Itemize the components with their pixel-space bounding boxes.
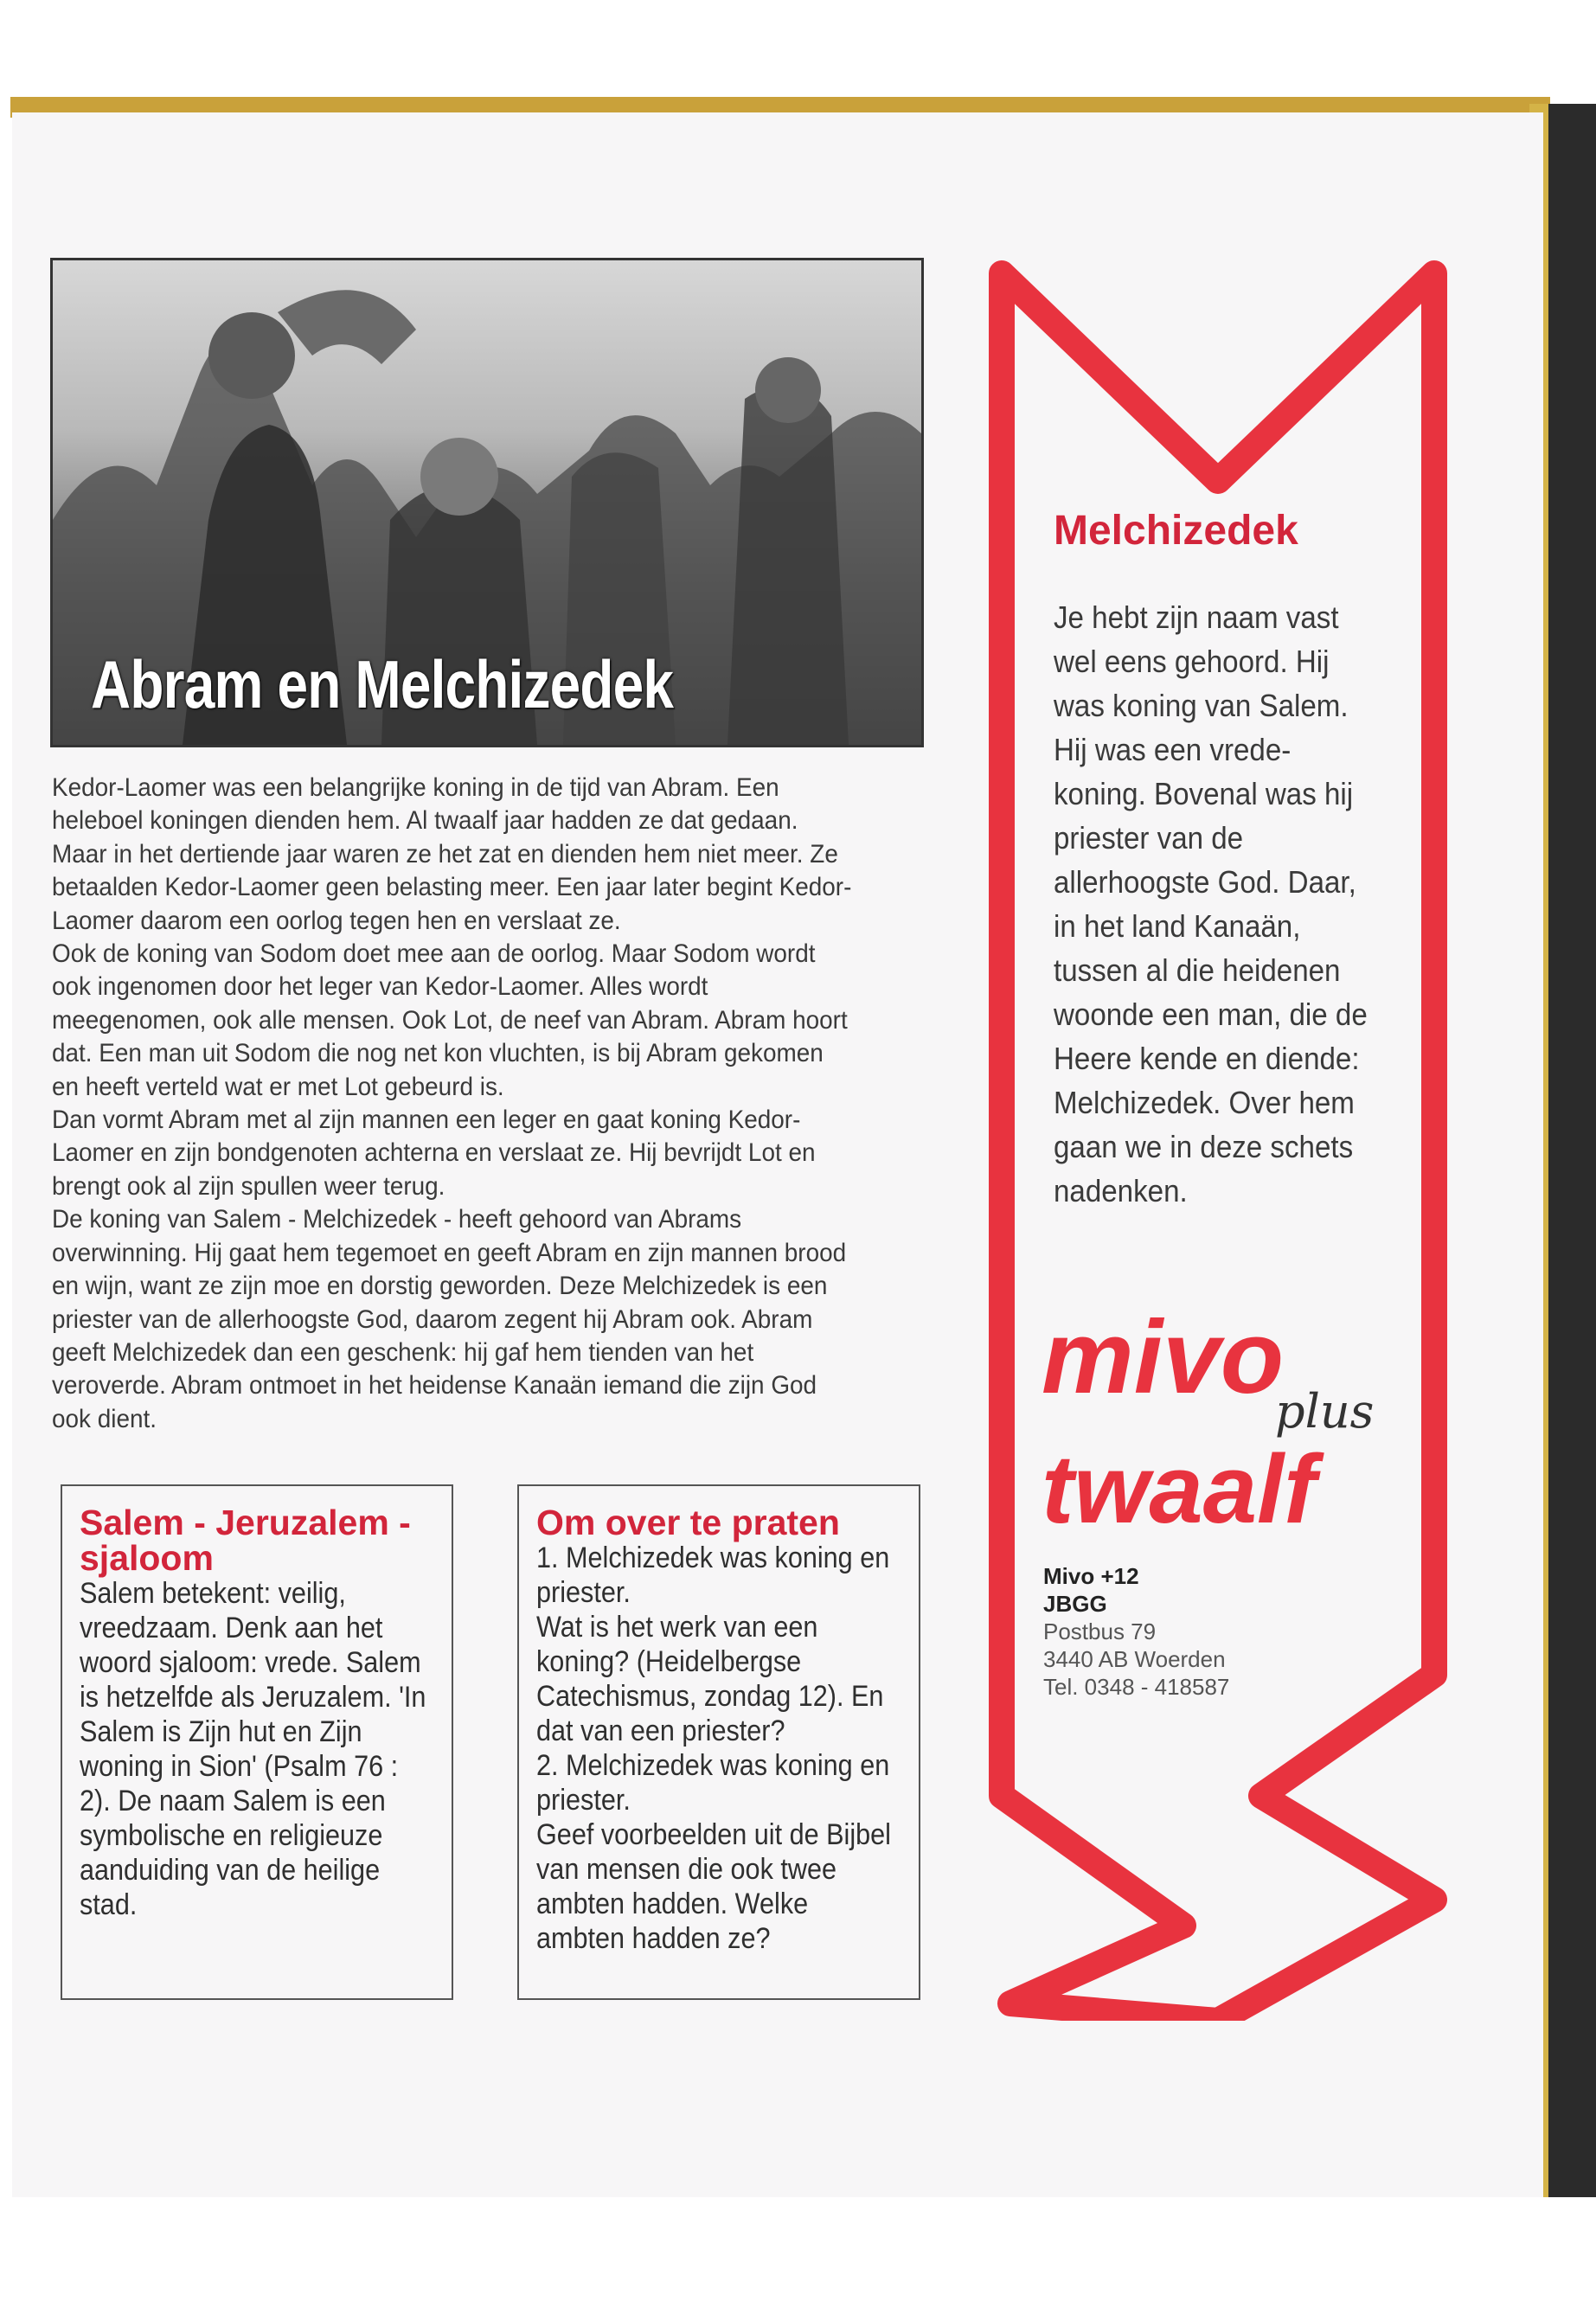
sidebar-heading: Melchizedek — [1054, 508, 1298, 554]
discussion-box-title: Om over te praten — [536, 1503, 840, 1542]
discussion-line: 2. Melchizedek was koning en priester. — [536, 1749, 890, 1817]
salem-box-title: Salem - Jeruzalem - sjaloom — [80, 1503, 411, 1578]
salem-box-text: Salem betekent: veilig, vreedzaam. Denk aan het woord sjaloom: vrede. Salem is hetzelfde als Jeruzalem. 'In Salem is Zijn hut en Zijn woning in Sion' (Psalm 76 : 2). De naam Salem is een symbolische en religieuze aanduiding van de heilige stad. — [80, 1577, 426, 1921]
contact-name: Mivo +12 — [1043, 1563, 1139, 1589]
hero-illustration — [50, 258, 924, 747]
discussion-line: Geef voorbeelden uit de Bijbel van mensen die ook twee ambten hadden. Welke ambten hadden ze? — [536, 1818, 891, 1955]
logo-word-plus: plus — [1275, 1384, 1375, 1439]
contact-block — [1043, 1562, 1229, 1701]
article-paragraph: Ook de koning van Sodom doet mee aan de oorlog. Maar Sodom wordt ook ingenomen door het leger van Kedor-Laomer. Alles wordt meegenomen, ook alle mensen. Ook Lot, de neef van Abram. Abram hoort dat. Een man uit Sodom die nog net kon vluchten, is bij Abram gekomen en heeft verteld wat er met Lot gebeurd is. — [52, 939, 848, 1101]
contact-postbus: Postbus 79 — [1043, 1618, 1157, 1644]
discussion-box-text — [536, 1541, 902, 1956]
discussion-box — [517, 1484, 920, 2000]
article-paragraph: Dan vormt Abram met al zijn mannen een leger en gaat koning Kedor-Laomer en zijn bondgenoten achterna en verslaat ze. Hij bevrijdt Lot en brengt ook al zijn spullen weer terug. — [52, 1106, 816, 1201]
contact-phone: Tel. 0348 - 418587 — [1043, 1674, 1230, 1700]
discussion-line: Wat is het werk van een koning? (Heidelbergse Catechismus, zondag 12). En dat van een priester? — [536, 1611, 884, 1747]
logo-word-twaalf: twaalf — [1042, 1435, 1317, 1543]
discussion-line: 1. Melchizedek was koning en priester. — [536, 1541, 890, 1609]
contact-city: 3440 AB Woerden — [1043, 1646, 1226, 1672]
book-dark-edge — [1548, 104, 1596, 2197]
mivo-plus-twaalf-logo — [1042, 1298, 1388, 1548]
salem-box — [61, 1484, 453, 2000]
article-paragraph: De koning van Salem - Melchizedek - heeft gehoord van Abrams overwinning. Hij gaat hem tegemoet en geeft Abram en zijn mannen brood en wijn, want ze zijn moe en dorstig geworden. Deze Melchizedek is een priester van de allerhoogste God, daarom zegent hij Abram ook. Abram geeft Melchizedek dan een geschenk: hij gaf hem tienden van het veroverde. Abram ontmoet in het heidense Kanaän iemand die zijn God ook dient. — [52, 1205, 847, 1433]
article-paragraph: Kedor-Laomer was een belangrijke koning in de tijd van Abram. Een heleboel koningen dienden hem. Al twaalf jaar hadden ze dat gedaan. Maar in het dertiende jaar waren ze het zat en dienden hem niet meer. Ze betaalden Kedor-Laomer geen belasting meer. Een jaar later begint Kedor-Laomer daarom een oorlog tegen hen en verslaat ze. — [52, 773, 852, 935]
contact-org: JBGG — [1043, 1591, 1107, 1617]
article-body — [52, 772, 856, 1436]
sidebar-text: Je hebt zijn naam vast wel eens gehoord. Hij was koning van Salem. Hij was een vrede-koning. Bovenal was hij priester van de allerhoogste God. Daar, in het land Kanaän, tussen al die heidenen woonde een man, die de Heere kende en diende: Melchizedek. Over hem gaan we in deze schets nadenken. — [1054, 599, 1368, 1208]
logo-word-mivo: mivo — [1042, 1299, 1285, 1415]
hero-title: Abram en Melchizedek — [91, 646, 674, 722]
